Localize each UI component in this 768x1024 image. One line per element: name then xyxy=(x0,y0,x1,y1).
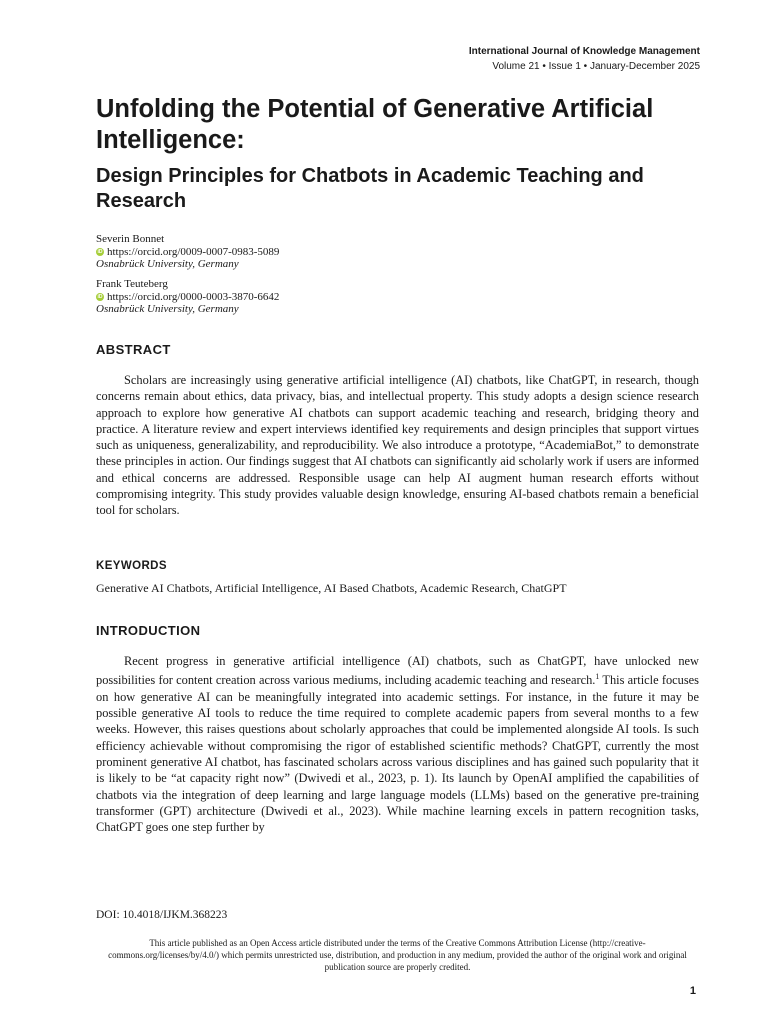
author-orcid-link[interactable]: https://orcid.org/0009-0007-0983-5089 xyxy=(107,245,280,258)
doi: DOI: 10.4018/IJKM.368223 xyxy=(96,909,228,921)
author-block-1 xyxy=(96,233,279,271)
paper-title: Unfolding the Potential of Generative Artificial Intelligence: xyxy=(96,95,654,154)
journal-header xyxy=(469,45,700,74)
footnote-mark[interactable]: 1 xyxy=(595,672,600,682)
introduction-text-part1: Recent progress in generative artificial intelligence (AI) chatbots, such as ChatGPT, have unlocked new possibilities for content creation across various mediums, including academic teaching and research. xyxy=(96,654,699,688)
author-name: Frank Teuteberg xyxy=(96,278,168,290)
keywords-text: Generative AI Chatbots, Artificial Intelligence, AI Based Chatbots, Academic Research, ChatGPT xyxy=(96,581,567,595)
keywords-heading: KEYWORDS xyxy=(96,560,167,572)
introduction-heading: INTRODUCTION xyxy=(96,623,201,638)
introduction-text xyxy=(96,653,699,835)
author-affiliation: Osnabrück University, Germany xyxy=(96,258,239,270)
introduction-text-part2: This article focuses on how generative AI can be meaningfully integrated into academic settings. For instance, in the future it may be possible generative AI tools to reduce the time required to complete academic papers from several months to a few weeks. However, this raises questions about scholarly approaches that could be implemented alongside AI tools. Is such efficiency achievable without compromising the rigor of established scientific methods? ChatGPT, currently the most prominent generative AI chatbot, has fascinated scholars across various disciplines and has gained such popularity that it is likely to be “at capacity right now” (Dwivedi et al., 2023, p. 1). Its launch by OpenAI amplified the capabilities of chatbots via the integration of deep learning and large language models (LLMs) based on the generative pre-training transformer (GPT) architecture (Dwivedi et al., 2023). While machine learning excels in pattern recognition tasks, ChatGPT goes one step further by xyxy=(96,673,699,835)
abstract-heading: ABSTRACT xyxy=(96,342,171,357)
orcid-icon: iD xyxy=(97,248,103,255)
journal-issue-line: Volume 21 • Issue 1 • January-December 2025 xyxy=(492,61,700,72)
abstract-text: Scholars are increasingly using generative artificial intelligence (AI) chatbots, like ChatGPT, in research, though concerns remain about ethics, data privacy, bias, and intellectual property. This study adopts a design science research approach to explore how generative AI chatbots can support academic teaching and research, bridging theory and practice. A literature review and expert interviews identified key requirements and design principles that support virtues such as uniqueness, generalizability, and reproducibility. We also introduce a prototype, “AcademiaBot,” to demonstrate these principles in action. Our findings suggest that AI chatbots can significantly aid scholarly work if users are informed and ethical concerns are addressed. Responsible usage can help AI augment human research efforts without compromising integrity. This study provides valuable design knowledge, ensuring AI-based chatbots remain a beneficial tool for scholars. xyxy=(96,373,699,518)
page-number: 1 xyxy=(689,985,696,997)
author-name: Severin Bonnet xyxy=(96,233,165,245)
author-block-2 xyxy=(96,278,279,316)
author-orcid-link[interactable]: https://orcid.org/0000-0003-3870-6642 xyxy=(107,290,280,303)
orcid-icon: iD xyxy=(97,293,103,300)
license-notice: This article published as an Open Access article distributed under the terms of the Creative Commons Attribution License (http://creative-commons.org/licenses/by/4.0/) which permits unrestricted use, distribution, and production in any medium, provided the author of the original work and original publication source are properly credited. xyxy=(108,938,687,972)
journal-name: International Journal of Knowledge Management xyxy=(468,46,700,57)
author-affiliation: Osnabrück University, Germany xyxy=(96,303,239,315)
paper-subtitle: Design Principles for Chatbots in Academic Teaching and Research xyxy=(96,165,644,212)
